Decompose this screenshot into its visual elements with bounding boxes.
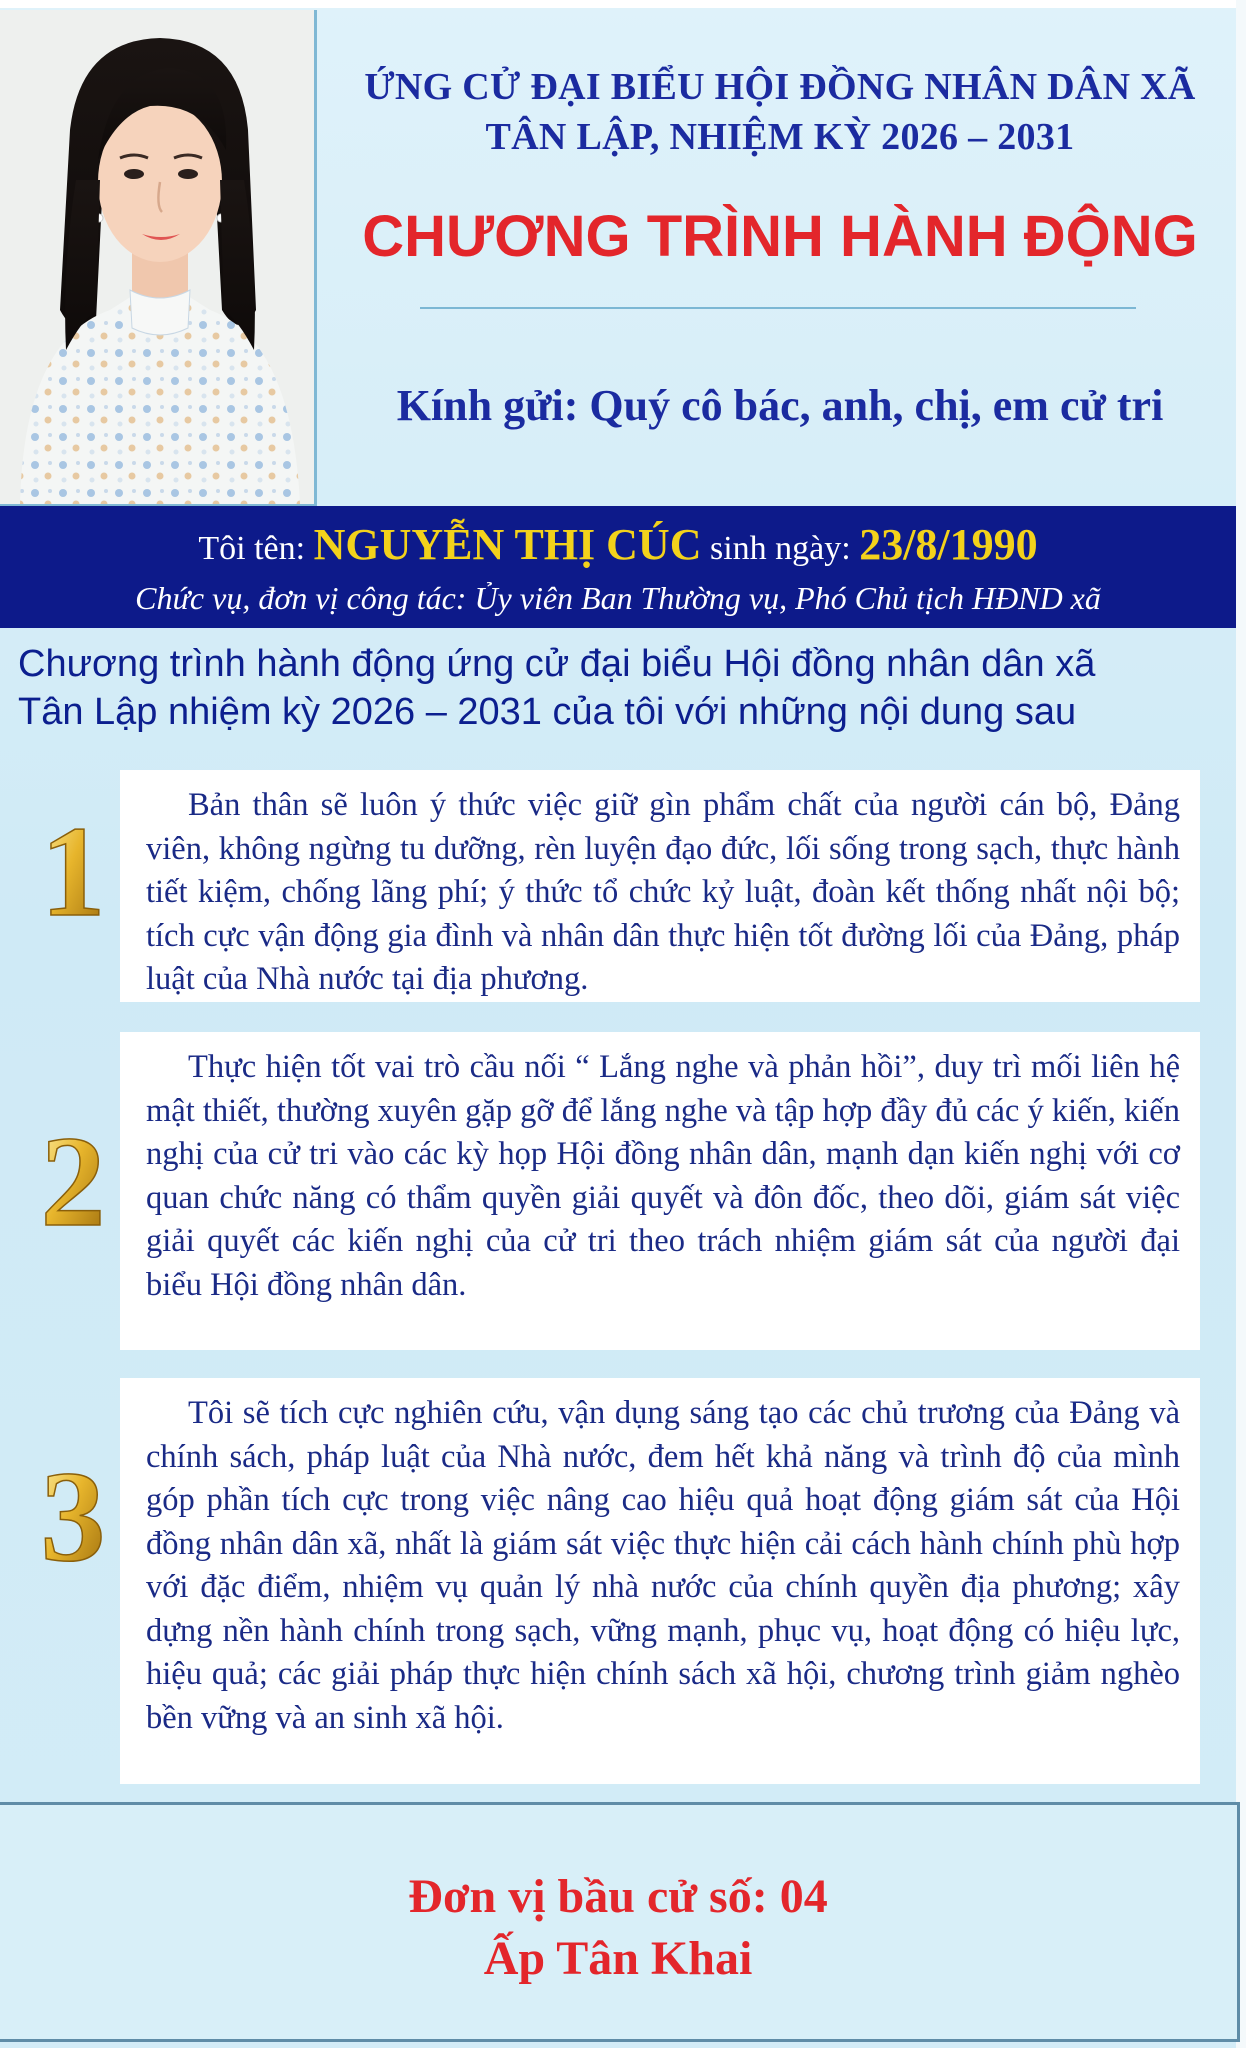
number-1-glyph: 1 — [40, 800, 106, 944]
intro-line2: Tân Lập nhiệm kỳ 2026 – 2031 của tôi với những nội dung sau — [18, 691, 1077, 733]
candidate-position: Chức vụ, đơn vị công tác: Ủy viên Ban Thường vụ, Phó Chủ tịch HĐND xã — [135, 580, 1101, 616]
greeting: Kính gửi: Quý cô bác, anh, chị, em cử tri — [396, 381, 1164, 430]
action-item-2-text: Thực hiện tốt vai trò cầu nối “ Lắng nghe và phản hồi”, duy trì mối liên hệ mật thiết, thường xuyên gặp gỡ để lắng nghe và tập hợp đầy đủ các ý kiến, kiến nghị của cử tri vào các kỳ họp Hội đồng nhân dân, mạnh dạn kiến nghị với cơ quan chức năng có thẩm quyền giải quyết và đôn đốc, theo dõi, giám sát việc giải quyết các kiến nghị của cử tri theo trách nhiệm giám sát của người đại biểu Hội đồng nhân dân. — [146, 1049, 1180, 1303]
electoral-unit-panel — [0, 1802, 1240, 2042]
action-item-3 — [120, 1378, 1200, 1784]
name-prefix: Tôi tên: — [198, 530, 314, 567]
hamlet-name: Ấp Tân Khai — [483, 1932, 753, 1985]
dob-prefix: sinh ngày: — [701, 530, 860, 567]
intro-line1: Chương trình hành động ứng cử đại biểu Hội đồng nhân dân xã — [18, 643, 1096, 685]
right-border — [1236, 0, 1246, 2048]
election-title — [330, 62, 1230, 162]
action-item-1-text: Bản thân sẽ luôn ý thức việc giữ gìn phẩm chất của người cán bộ, Đảng viên, không ngừng tu dưỡng, rèn luyện đạo đức, lối sống trong sạch, thực hành tiết kiệm, chống lãng phí; ý thức tổ chức kỷ luật, đoàn kết thống nhất nội bộ; tích cực vận động gia đình và nhân dân thực hiện tốt đường lối của Đảng, pháp luật của Nhà nước tại địa phương. — [146, 787, 1180, 997]
candidate-banner — [0, 506, 1236, 628]
candidate-dob: 23/8/1990 — [859, 520, 1038, 569]
candidate-name: NGUYỄN THỊ CÚC — [313, 520, 702, 569]
action-program-title: CHƯƠNG TRÌNH HÀNH ĐỘNG — [362, 204, 1198, 269]
number-3-icon — [28, 1445, 118, 1589]
election-title-line2: TÂN LẬP, NHIỆM KỲ 2026 – 2031 — [485, 116, 1075, 158]
number-3-glyph: 3 — [40, 1445, 106, 1589]
candidate-photo — [0, 10, 317, 507]
electoral-unit: Đơn vị bầu cử số: 04 — [408, 1870, 828, 1923]
election-title-line1: ỨNG CỬ ĐẠI BIỂU HỘI ĐỒNG NHÂN DÂN XÃ — [364, 66, 1196, 108]
action-item-1 — [120, 770, 1200, 1002]
intro-text — [18, 640, 1228, 736]
top-border — [0, 0, 1246, 8]
header-divider — [420, 307, 1136, 309]
number-2-icon — [28, 1110, 118, 1254]
action-item-2 — [120, 1032, 1200, 1350]
candidate-identity — [0, 520, 1236, 574]
number-1-icon — [28, 800, 118, 944]
number-2-glyph: 2 — [40, 1110, 106, 1254]
action-item-3-text: Tôi sẽ tích cực nghiên cứu, vận dụng sáng tạo các chủ trương của Đảng và chính sách, pháp luật của Nhà nước, đem hết khả năng và trình độ của mình góp phần tích cực trong việc nâng cao hiệu quả hoạt động giám sát của Hội đồng nhân dân xã, nhất là giám sát việc thực hiện cải cách hành chính phù hợp với đặc điểm, nhiệm vụ quản lý nhà nước của chính quyền địa phương; xây dựng nền hành chính trong sạch, vững mạnh, phục vụ, hoạt động có hiệu lực, hiệu quả; các giải pháp thực hiện chính sách xã hội, chương trình giảm nghèo bền vững và an sinh xã hội. — [146, 1395, 1180, 1736]
